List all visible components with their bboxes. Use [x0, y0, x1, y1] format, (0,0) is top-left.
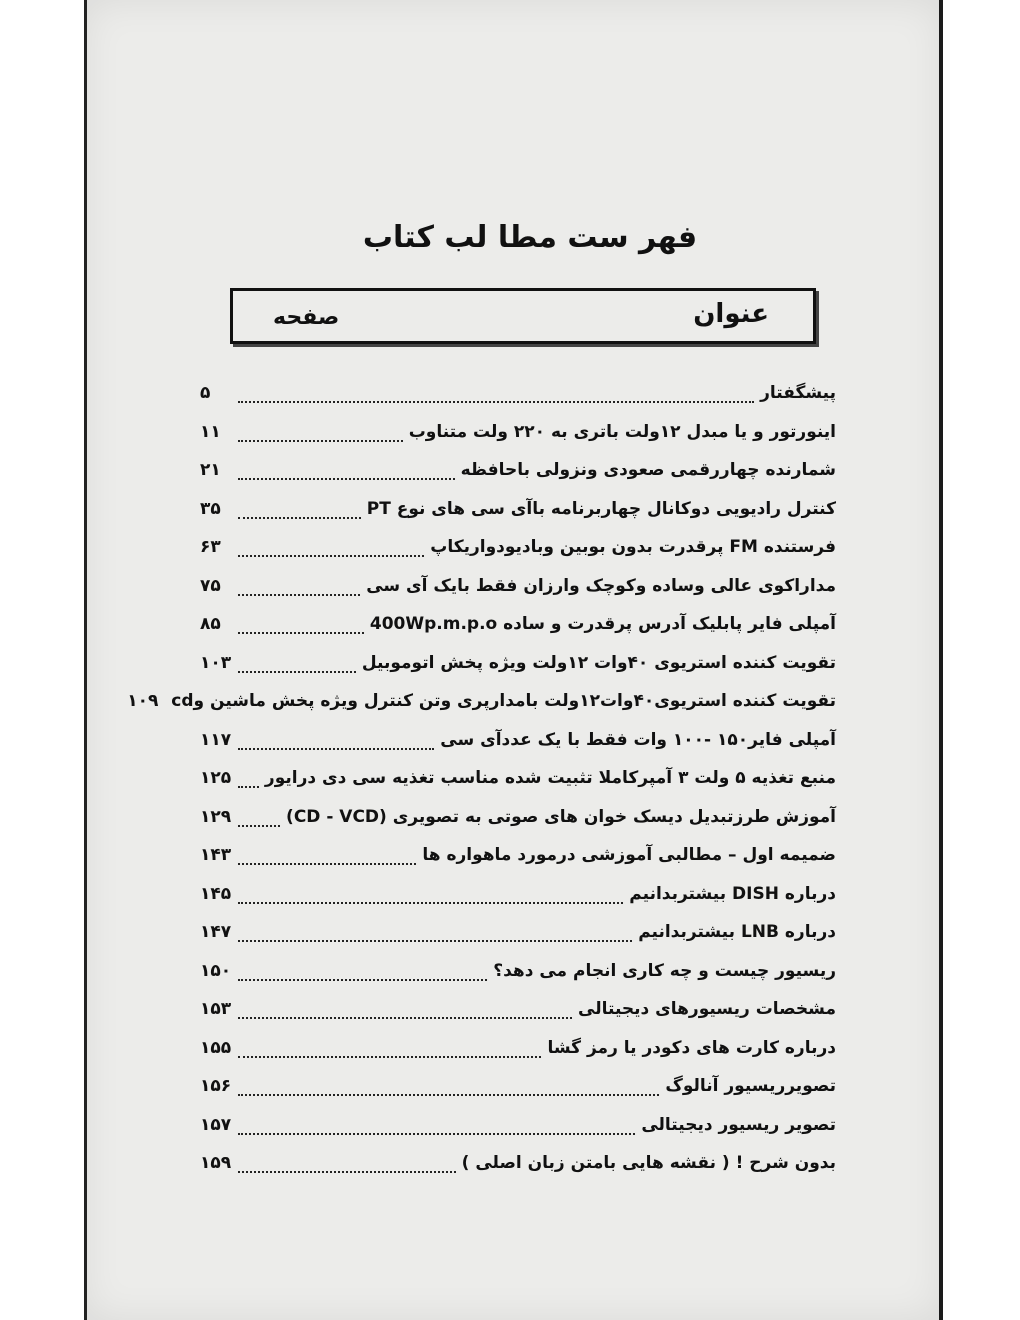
- entry-page: ۱۴۳: [200, 845, 232, 866]
- entry-page: ۱۵۵: [200, 1037, 232, 1058]
- entry-title: آموزش طرزتبدیل دیسک خوان های صوتی به تصویری (CD - VCD): [286, 806, 836, 827]
- toc-entry: [200, 1106, 836, 1145]
- entry-title: ضمیمه اول – مطالبی آموزشی درمورد ماهواره ها: [422, 845, 836, 866]
- toc-entry: [200, 990, 836, 1029]
- leader-dots: [238, 401, 754, 403]
- entry-page: ۱۵۶: [200, 1076, 232, 1097]
- entry-title: مشخصات ریسیورهای دیجیتالی: [578, 999, 836, 1020]
- entry-title: آمپلی فایر پابلیک آدرس پرقدرت و ساده 400Wp.m.p.o: [369, 614, 836, 635]
- entry-page: ۵: [200, 383, 211, 404]
- toc-entry: [200, 451, 836, 490]
- entry-title: تقویت کننده استریوی ۴۰وات ۱۲ولت ویژه پخش اتوموبیل: [361, 652, 836, 673]
- toc-entry: [200, 1144, 836, 1183]
- entry-page: ۶۳: [200, 537, 221, 558]
- page-edge-left: [84, 0, 87, 1320]
- entry-page: ۱۰۳: [200, 652, 232, 673]
- leader-dots: [238, 863, 416, 865]
- leader-dots: [238, 517, 361, 519]
- toc-entry: [200, 567, 836, 606]
- entry-page: ۸۵: [200, 614, 221, 635]
- entry-title: درباره کارت های دکودر یا رمز گشا: [547, 1037, 836, 1058]
- leader-dots: [238, 440, 403, 442]
- entry-title: تصویر ریسیور دیجیتالی: [641, 1114, 836, 1135]
- entry-title: تصویرریسیور آنالوگ: [665, 1076, 836, 1097]
- leader-dots: [238, 1094, 659, 1096]
- toc-entry: [200, 875, 836, 914]
- toc-entry: [200, 644, 836, 683]
- entry-title: درباره LNB بیشتربدانیم: [638, 922, 836, 943]
- toc-entry: [200, 490, 836, 529]
- entry-title: فرستنده FM پرقدرت بدون بوبین وبادیودواریکاپ: [430, 537, 836, 558]
- leader-dots: [238, 979, 487, 981]
- toc-entry: [127, 682, 836, 721]
- entry-title: منبع تغذیه ۵ ولت ۳ آمپرکاملا تثبیت شده مناسب تغذیه سی دی درایور: [264, 768, 836, 789]
- leader-dots: [238, 1056, 541, 1058]
- leader-dots: [238, 748, 434, 750]
- entry-page: ۱۵۰: [200, 960, 232, 981]
- entry-page: ۷۵: [200, 575, 221, 596]
- toc-entry: [200, 721, 836, 760]
- entry-title: درباره DISH بیشتربدانیم: [629, 883, 836, 904]
- entry-title: پیشگفتار: [760, 383, 836, 404]
- table-of-contents: [127, 374, 836, 1183]
- entry-title: شمارنده چهاررقمی صعودی ونزولی باحافظه: [460, 460, 836, 481]
- header-page-label: صفحه: [273, 305, 340, 330]
- leader-dots: [238, 671, 356, 673]
- entry-page: ۲۱: [200, 460, 221, 481]
- toc-entry: [200, 413, 836, 452]
- leader-dots: [238, 594, 360, 596]
- entry-page: ۱۵۹: [200, 1153, 232, 1174]
- entry-page: ۱۱۷: [200, 729, 232, 750]
- leader-dots: [238, 1171, 456, 1173]
- toc-entry: [200, 759, 836, 798]
- entry-title: آمپلی فایر۱۵۰ -۱۰۰ وات فقط با یک عددآی سی: [440, 729, 836, 750]
- entry-page: ۱۱: [200, 421, 221, 442]
- header-title-label: عنوان: [693, 299, 769, 329]
- page-title: فهر ست مطا لب کتاب: [362, 220, 698, 255]
- toc-entry: [200, 836, 836, 875]
- entry-title: اینورتور و یا مبدل ۱۲ولت باتری به ۲۲۰ ولت متناوب: [408, 421, 836, 442]
- leader-dots: [238, 1133, 635, 1135]
- page-edge-right: [939, 0, 943, 1320]
- leader-dots: [238, 940, 632, 942]
- entry-title: کنترل رادیویی دوکانال چهاربرنامه باآی سی های نوع PT: [366, 498, 836, 519]
- entry-page: ۱۵۷: [200, 1114, 232, 1135]
- toc-entry: [200, 528, 836, 567]
- toc-header-box: [230, 288, 816, 344]
- entry-page: ۱۲۵: [200, 768, 232, 789]
- entry-page: ۱۴۵: [200, 883, 232, 904]
- leader-dots: [238, 902, 623, 904]
- toc-entry: [200, 1067, 836, 1106]
- leader-dots: [238, 786, 259, 788]
- entry-title: تقویت کننده استریوی۴۰وات۱۲ولت بامدارپری وتن کنترل ویژه پخش ماشین وcd: [171, 691, 836, 712]
- toc-entry: [200, 952, 836, 991]
- entry-page: ۱۰۹: [127, 691, 159, 712]
- entry-page: ۱۵۳: [200, 999, 232, 1020]
- toc-entry: [200, 374, 836, 413]
- entry-title: بدون شرح ! ( نقشه هایی بامتن زبان اصلی ): [461, 1153, 836, 1174]
- toc-entry: [200, 605, 836, 644]
- leader-dots: [238, 632, 364, 634]
- entry-title: مداراکوی عالی وساده وکوچک وارزان فقط بایک آی سی: [366, 575, 836, 596]
- leader-dots: [238, 1017, 572, 1019]
- leader-dots: [238, 825, 280, 827]
- toc-entry: [200, 1029, 836, 1068]
- toc-entry: [200, 913, 836, 952]
- leader-dots: [238, 478, 455, 480]
- entry-title: ریسیور چیست و چه کاری انجام می دهد؟: [493, 960, 836, 981]
- entry-page: ۱۴۷: [200, 922, 232, 943]
- toc-entry: [200, 798, 836, 837]
- leader-dots: [238, 555, 424, 557]
- entry-page: ۳۵: [200, 498, 221, 519]
- entry-page: ۱۲۹: [200, 806, 232, 827]
